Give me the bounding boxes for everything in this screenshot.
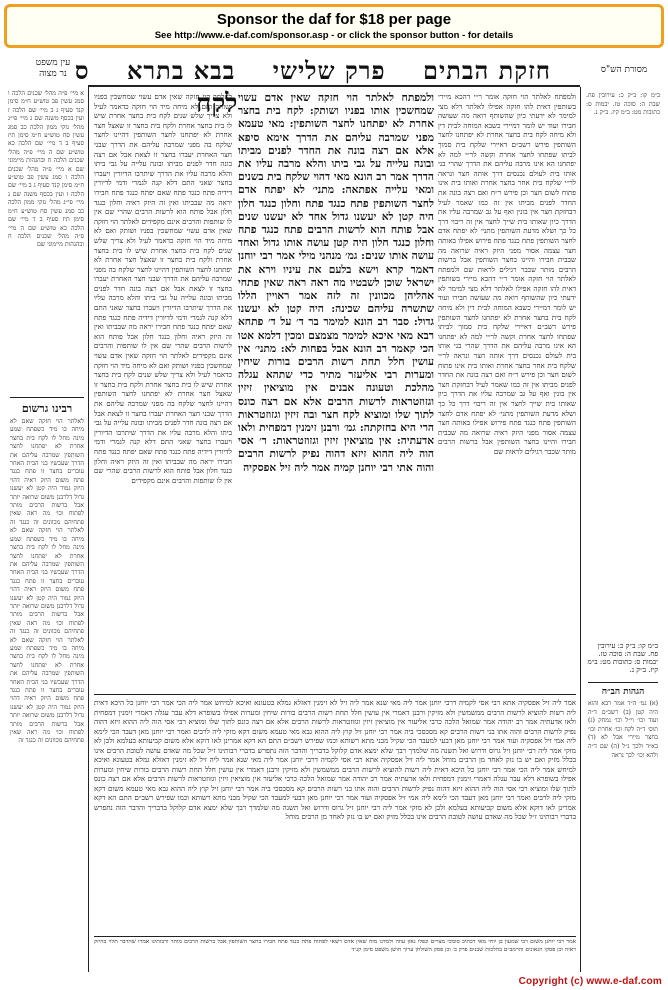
ein-mishpat-column — [8, 90, 84, 390]
masoret-text: ב״מ קו: ב״ק כ: עירובין פח. שבת ה: סוכה טז. יבמות ס: כתובות מט: ב״מ קיז. ב״ק נ. — [586, 92, 660, 117]
page-header — [74, 56, 551, 86]
ein-mishpat-label-1: עין משפט — [35, 58, 71, 68]
rabbeinu-gershom-text-cont: לאלתר הוי חזקה שאם לא מיחה בו מיד כשפתח שמע מינה מחל לו לקח בית בחצר אחרת לא יפתחנו לחצר השותפין שמרבה עליהם את הדרך שעכשיו בני הבית האחר עוברים בחצר זו פתח כנגד פתח משום היזק ראיה דהוי היזק גמור היה קטן לא יעשנו גדול דלרבנן משום שרואה יותר אבל ברשות הרבים מותר לפתוח וכו׳ מה ראה שאין פתחיהם מכוונים זה כנגד זה — [10, 527, 84, 636]
footnote-area — [94, 939, 576, 971]
footnote-rule — [94, 936, 576, 937]
rabbeinu-gershom-text: לאלתר הוי חזקה שאם לא מיחה בו מיד כשפתח שמע מינה מחל לו לקח בית בחצר אחרת לא יפתחנו לחצר השותפין שמרבה עליהם את הדרך שעכשיו בני הבית האחר עוברים בחצר זו פתח כנגד פתח משום היזק ראיה דהוי היזק גמור היה קטן לא יעשנו גדול דלרבנן משום שרואה יותר אבל ברשות הרבים מותר לפתוח וכו׳ מה ראה שאין פתחיהם מכוונים זה כנגד זה — [10, 418, 84, 526]
footnote-text: אמר רבי יוחנן משום רבי שמעון בן יוחי מאי דכתיב סומכי מצרים ונפלו גאון עוזה ולמדנו מזה שאין אדם רשאי לפתוח פתח כנגד פתח חבירו בחצר השותפין אבל ברשות הרבים מותר ורבותינו אמרו שהדבר תלוי בהיזק ראיה וכן פסקו הגאונים והרמב״ם בהלכות שכנים פרק ב׳ וכן פסק השולחן ערוך חושן משפט סימן קנ״ד — [94, 939, 576, 953]
ein-mishpat-text: א מיי׳ פ״ה מהל׳ שכנים הלכה ו סמג עשין פב טוש״ע ח״מ סימן קנד סעיף ג ב מיי׳ שם הלכה ז ועין בכסף משנה שם ג מיי׳ פי״ג מהל׳ נזקי ממון הלכה כב סמג עשין סח טוש״ע ח״מ סימן תיז סעיף ב ד מיי׳ שם הלכה כא טוש״ע שם ה מיי׳ פ״ה מהל׳ שכנים הלכה ח ובהגהות מיימוני שם — [8, 90, 84, 173]
header-rule — [88, 85, 580, 87]
ein-mishpat-label-2: נר מצוה — [39, 69, 67, 79]
rashi-text: לאלתר הוי חזקה שאין אדם עשוי שמחשכין בפניו ושותק ואם לא מיחה מיד הוי חזקה כדאמר לעיל ולא צריך שלש שנים לקח בית בחצר אחרת שיש לו בית בחצר אחרת ולקח בית בחצר זו שאצל חצר אחרת לא יפתחנו לחצר השותפין דהיינו לחצר שלקח בה מפני שמרבה עליהם את הדרך שבני חצר האחרת יעברו בחצר זו לצאת אבל אם רצה בונה חדר לפנים מביתו ובונה עלייה על גבי ביתו והלא מרבה עליו את הדרך שיתרבו הדיורין ויעברו בחצר שאני התם דלא קנה לגמרי ודמי לדיורין דידיה פתח כנגד פתח שאם יפתח כנגד פתח חבירו יראה מה שבביתו ואין זה היזק ראיה וחלון כנגד חלון אבל פותח הוא לרשות הרבים שהרי שם אין לו שותפות והרבים אינם מקפידים — [94, 92, 232, 226]
right-margin-rule — [580, 87, 581, 972]
sponsor-headline[interactable]: Sponsor the daf for $18 per page — [216, 11, 452, 28]
masoret-column — [586, 92, 660, 652]
rabbeinu-gershom-text-cont2: לאלתר הוי חזקה שאם לא מיחה בו מיד כשפתח שמע מינה מחל לו לקח בית בחצר אחרת לא יפתחנו לחצר השותפין שמרבה עליהם את הדרך שעכשיו בני הבית האחר עוברים בחצר זו פתח כנגד פתח משום היזק ראיה דהוי היזק גמור היה קטן לא יעשנו גדול דלרבנן משום שרואה יותר אבל ברשות הרבים מותר לפתוח וכו׳ מה ראה שאין פתחיהם מכוונים זה כנגד זה — [10, 636, 84, 745]
gemara-column — [238, 92, 434, 682]
hagahot-title: הגהות הב״ח — [601, 687, 645, 697]
rashi-text-cont2: לאלתר הוי חזקה שאין אדם עשוי שמחשכין בפניו ושותק ואם לא מיחה מיד הוי חזקה כדאמר לעיל ולא צריך שלש שנים לקח בית בחצר אחרת שיש לו בית בחצר אחרת ולקח בית בחצר זו שאצל חצר אחרת לא יפתחנו לחצר השותפין דהיינו לחצר שלקח בה מפני שמרבה עליהם את הדרך שבני חצר האחרת יעברו בחצר זו לצאת אבל אם רצה בונה חדר לפנים מביתו ובונה עלייה על גבי ביתו והלא מרבה עליו את הדרך שיתרבו הדיורין ויעברו בחצר שאני התם דלא קנה לגמרי ודמי לדיורין דידיה פתח כנגד פתח שאם יפתח כנגד פתח חבירו יראה מה שבביתו ואין זה היזק ראיה וחלון כנגד חלון אבל פותח הוא לרשות הרבים שהרי שם אין לו שותפות והרבים אינם מקפידים — [94, 351, 232, 485]
sponsor-details-link[interactable]: See http://www.e-daf.com/sponsor.asp - or click the sponsor button - for details — [154, 30, 514, 41]
ein-mishpat-text-cont: א מיי׳ פ״ה מהל׳ שכנים הלכה ו סמג עשין פב טוש״ע ח״מ סימן קנד סעיף ג ב מיי׳ שם הלכה ז ועין בכסף משנה שם ג מיי׳ פי״ג מהל׳ נזקי ממון הלכה כב סמג עשין סח טוש״ע ח״מ סימן תיז סעיף ב ד מיי׳ שם הלכה כא טוש״ע שם ה מיי׳ פ״ה מהל׳ שכנים הלכה ח ובהגהות מיימוני שם — [8, 165, 84, 249]
bottom-commentary — [94, 698, 576, 934]
bottom-commentary-text: אמר ליה זיל אפסקיה אתא רבי אסי לקמיה דרבי יוחנן אמר ליה מאי שנא אמר ליה זיל לא זימנין דאזלא גמלא בטעונא ואיכא למיחש אמר ליה הכי אמר רבי יוחנן כל היכא דאית ליה רשות להוציא לרשות הרבים ממשמשין ולא מזיקין ורבנן דאמרי אין עושין חלל תחת רשות הרבים בורות שיחין ומערות אפילו בשופרא דלא עבר עגלה דאמרי זימנין דמפחית ולאו אדעתיה אמר רב יהודה אמר שמואל הלכה כרבי אליעזר אין מוציאין זיזין וגזוזטראות לרשות הרבים אלא אם רצה כונס לתוך שלו ומוציא רבי אסי הוה ליה ההוא זיזא דהוה נפיק לרשות הרבים והוה אתו בני רשות הרבים קא מסכסכי ביה אמר רבי יוחנן זיל קוץ ליה ההוא גבא מאי טעמא משום דקא מזקי ליה לרבים ואמר רבי יוחנן מאן דעבד הכי לימא ליה אמי זיל אפסקיה ועוד אמר רבי יוחנן מאן דבעי למעבד הכי שקיל מבני מתא רשותא וכמו שפירש רשב״ם התם הא דקא אמרינן לאו דוקא אלא משום קביעותא בעלמא ולכן לא מזקי אמר ליה רבי יוחנן זיל גרוס ודרוש ואל תשנה מה שלמדך רבך שלא ימצא אדם קלוקל בדבריך והדבר הזה נתפרש בדברי רבותינו ז״ל שכל מה שאדם עושה לטובת הרבים אינו בכלל מזיק ואם יש בו נזק לאחד מן הרבים מוחל — [94, 698, 576, 764]
masoret-note: ב״מ קו: ב״ק כ: עירובין פח. שבת ה: סוכה טז. יבמות ס: כתובות מט: ב״מ קיז. ב״ק נ. — [587, 642, 658, 674]
chapter-name: חזקת הבתים — [422, 56, 551, 85]
hagahot-column — [588, 700, 658, 970]
rabbeinu-gershom-column — [10, 418, 84, 938]
rashi-column — [94, 92, 232, 692]
bottom-rule — [94, 694, 576, 695]
hagahot-rule — [588, 682, 658, 683]
opening-word: לקח — [196, 89, 238, 119]
daf-page — [6, 52, 662, 974]
gershom-rule — [10, 397, 84, 398]
tosafot-text: ולמפתח לאלתר הוי חזקה אומר ר״י דהכא מיירי בשותפין דאית להו חזקה אפילו לאלתר דלא מצי למימר לא ידעתי כיון שהשותף רואה מה שעושה חבירו ועוד יש לומר דמיירי כשבא המוחה לבית דין ולא מיחה לקח בית בחצר אחרת לא יפתחנו לחצר השותפין פירש רשב״ם דאיירי שלקח בית סמוך לביתו שפתחו לחצר אחרת וקשה לר״י למה לא יפתחנו הא אינו מרבה עליהם את הדרך שהרי בני אותו בית לעולם נכנסים דרך אותה חצר ונראה לר״י שלקח בית אחר בחצר אחרת ואותו בית אינו פתוח לשום חצר וכן פירש ר״ח ואם רצה בונה את החדר לפנים מביתו אין זה כמו שאמר לעיל דבחזקת חצר אין בונין ואף על גב שמרבה עליו את הדרך כיון שאותו בית שייך לחצר אין זה ריבוי דרך כל כך ושלא מדעת השותפין מתני׳ לא יפתח אדם לחצר השותפין פתח כנגד פתח פירוש אפילו באותה חצר עצמה אסור מפני היזק ראיה שרואה מה שבבית חבירו והיינו בחצר השותפין אבל ברשות הרבים מותר שכבר רגילים לראות שם — [438, 92, 576, 274]
gemara-text: ולמפתח לאלתר הוי חזקה שאין אדם עשוי שמחשכין אותו בפניו ושותק: לקח בית בחצר אחרת לא יפתחנו לחצר השותפין: מאי טעמא מפני שמרבה עליהם את הדרך אימא סיפא אלא אם רצה בונה את החדר לפנים מביתו ובונה עלייה על גבי ביתו והלא מרבה עליו את הדרך אמר רב הונא מאי דהוי שלקח בית בשנים ומאי עלייה אפתאה: מתני׳ לא יפתח אדם לחצר השותפין פתח כנגד פתח וחלון כנגד חלון היה קטן לא יעשנו גדול אחד לא יעשנו שנים אבל פותח הוא לרשות הרבים פתח כנגד פתח וחלון כנגד חלון היה קטן עושה אותו גדול ואחד עושה אותו שנים: גמ׳ מנהני מילי אמר רבי יוחנן דאמר קרא וישא בלעם את עיניו וירא את ישראל שוכן לשבטיו מה ראה ראה שאין פתחי אהליהן מכוונין זה לזה אמר ראויין הללו שתשרה עליהם שכינה: היה קטן לא יעשנו גדול: סבר רב הונא למימר בר ד׳ על ד׳ פתחא רבא מאי איכא למימר מצמצם ומכין דלמא אטו הכי קאמר רב הונא אבל בפחות לא: מתני׳ אין עושין חלל תחת רשות הרבים בורות שיחין ומערות רבי אליעזר מתיר כדי שתהא עגלה מהלכת וטעונה אבנים אין מוציאין זיזין וגזוזטראות לרשות הרבים אלא אם רצה כונס לתוך שלו ומוציא לקח חצר ובה זיזין וגזוזטראות הרי היא בחזקתה: גמ׳ ורבנן זימנין דמפחית ולאו אדעתיה: אין מוציאין זיזין וגזוזטראות: ר׳ אסי הוה ליה ההוא זיזא דהוה נפיק לרשות הרבים והוה אתי רבי יוחנן קמיה אמר ליה זיל אפסקיה — [238, 92, 434, 474]
bottom-commentary-text-cont: אמר ליה זיל אפסקיה אתא רבי אסי לקמיה דרבי יוחנן אמר ליה מאי שנא אמר ליה זיל לא זימנין דאזלא גמלא בטעונא ואיכא למיחש אמר ליה הכי אמר רבי יוחנן כל היכא דאית ליה רשות להוציא לרשות הרבים ממשמשין ולא מזיקין ורבנן דאמרי אין עושין חלל תחת רשות הרבים בורות שיחין ומערות אפילו בשופרא דלא עבר עגלה דאמרי זימנין דמפחית ולאו אדעתיה אמר רב יהודה אמר שמואל הלכה כרבי אליעזר אין מוציאין זיזין וגזוזטראות לרשות הרבים אלא אם רצה כונס לתוך שלו ומוציא רבי אסי הוה ליה ההוא זיזא דהוה נפיק לרשות הרבים והוה אתו בני רשות הרבים קא מסכסכי ביה אמר רבי יוחנן זיל קוץ ליה ההוא גבא מאי טעמא משום דקא מזקי ליה לרבים ואמר רבי יוחנן מאן דעבד הכי לימא ליה אמי זיל אפסקיה ועוד אמר רבי יוחנן מאן דבעי למעבד הכי שקיל מבני מתא רשותא וכמו שפירש רשב״ם התם הא דקא אמרינן לאו דוקא אלא משום קביעותא בעלמא ולכן לא מזקי אמר ליה רבי יוחנן זיל גרוס ודרוש ואל תשנה מה שלמדך רבך שלא ימצא אדם קלוקל בדבריך והדבר הזה נתפרש בדברי רבותינו ז״ל שכל מה שאדם עושה לטובת הרבים אינו בכלל מזיק ואם יש בו נזק לאחד מן הרבים מוחל — [94, 755, 576, 821]
copyright-notice[interactable]: Copyright (c) www.e-daf.com — [518, 976, 662, 987]
tosafot-column — [438, 92, 576, 692]
rabbeinu-gershom-title: רבינו גרשום — [21, 402, 73, 415]
tosafot-text-cont: ולמפתח לאלתר הוי חזקה אומר ר״י דהכא מיירי בשותפין דאית להו חזקה אפילו לאלתר דלא מצי למימר לא ידעתי כיון שהשותף רואה מה שעושה חבירו ועוד יש לומר דמיירי כשבא המוחה לבית דין ולא מיחה לקח בית בחצר אחרת לא יפתחנו לחצר השותפין פירש רשב״ם דאיירי שלקח בית סמוך לביתו שפתחו לחצר אחרת וקשה לר״י למה לא יפתחנו הא אינו מרבה עליהם את הדרך שהרי בני אותו בית לעולם נכנסים דרך אותה חצר ונראה לר״י שלקח בית אחר בחצר אחרת ואותו בית אינו פתוח לשום חצר וכן פירש ר״ח ואם רצה בונה את החדר לפנים מביתו אין זה כמו שאמר לעיל דבחזקת חצר אין בונין ואף על גב שמרבה עליו את הדרך כיון שאותו בית שייך לחצר אין זה ריבוי דרך כל כך ושלא מדעת השותפין מתני׳ לא יפתח אדם לחצר השותפין פתח כנגד פתח פירוש אפילו באותה חצר עצמה אסור מפני היזק ראיה שרואה מה שבבית חבירו והיינו בחצר השותפין אבל ברשות הרבים מותר שכבר רגילים לראות שם — [438, 264, 576, 456]
ein-mishpat-label — [18, 58, 88, 80]
masoret-label: מסורת הש"ס — [600, 65, 648, 75]
daf-number: ס — [74, 56, 90, 85]
left-margin-rule — [88, 87, 89, 972]
masechta-name: בבא בתרא — [126, 56, 236, 85]
perek-number: פרק שלישי — [272, 56, 386, 85]
hagahot-text: (א) גמ׳ ה״ד אמר רבא והוא היה קטן (ב) רשב״ם ד״ה ועוד וכו׳ וי״ל וכו׳ נמחק (ג) תוס׳ ד״ה לקח וכו׳ אחרת וכו׳ בחצר מיירי אבל לא (ד) בא״ד ולכך נ״ל (ה) שם ד״ה ולהא וכו׳ לכך נראה — [588, 700, 658, 759]
sponsor-banner[interactable] — [4, 4, 664, 48]
rashi-text-cont: לאלתר הוי חזקה שאין אדם עשוי שמחשכין בפניו ושותק ואם לא מיחה מיד הוי חזקה כדאמר לעיל ולא צריך שלש שנים לקח בית בחצר אחרת שיש לו בית בחצר אחרת ולקח בית בחצר זו שאצל חצר אחרת לא יפתחנו לחצר השותפין דהיינו לחצר שלקח בה מפני שמרבה עליהם את הדרך שבני חצר האחרת יעברו בחצר זו לצאת אבל אם רצה בונה חדר לפנים מביתו ובונה עלייה על גבי ביתו והלא מרבה עליו את הדרך שיתרבו הדיורין ויעברו בחצר שאני התם דלא קנה לגמרי ודמי לדיורין דידיה פתח כנגד פתח שאם יפתח כנגד פתח חבירו יראה מה שבביתו ואין זה היזק ראיה וחלון כנגד חלון אבל פותח הוא לרשות הרבים שהרי שם אין לו שותפות והרבים אינם מקפידים — [94, 216, 232, 361]
